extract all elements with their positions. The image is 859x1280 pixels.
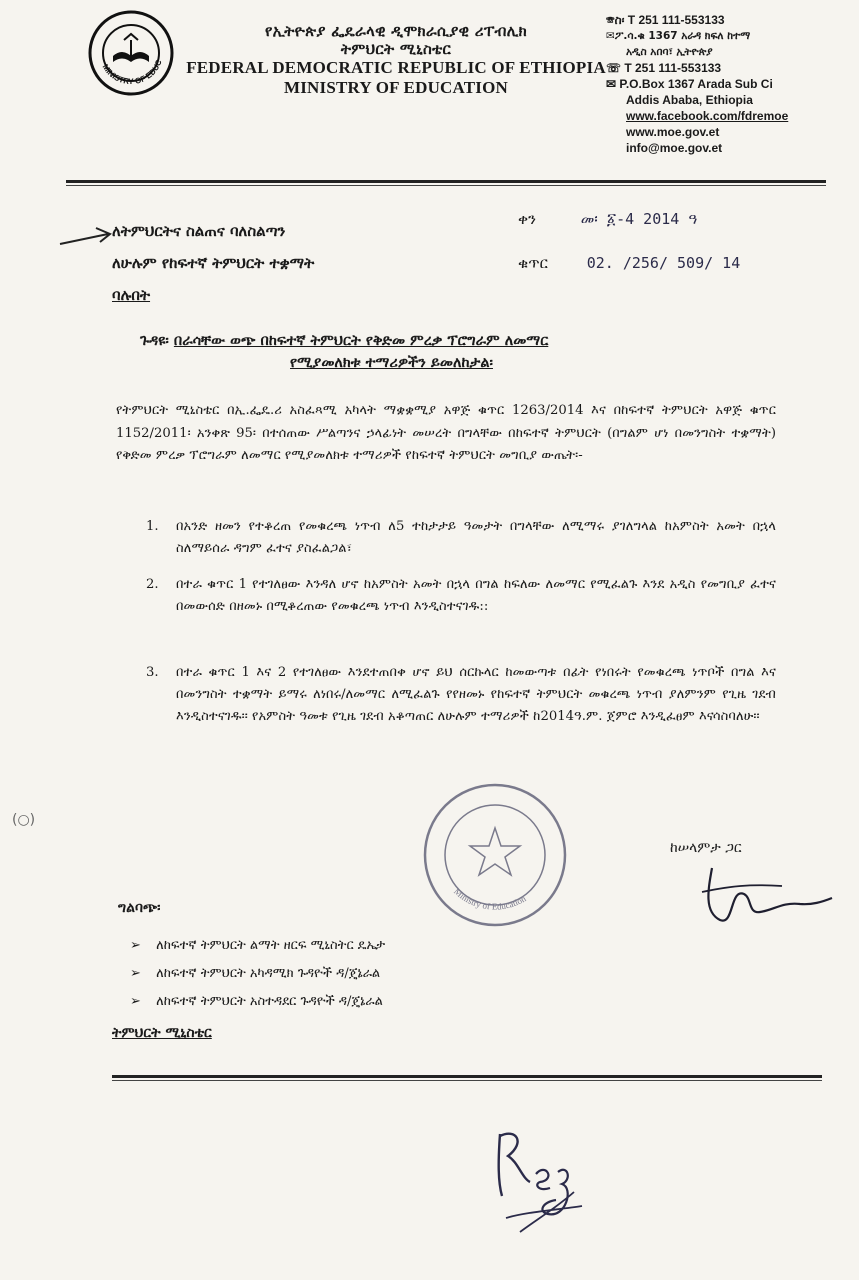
subject — [140, 330, 780, 374]
contact-block — [606, 12, 854, 156]
ministry-logo — [88, 10, 174, 96]
body-intro: የትምህርት ሚኒስቴር በኢ.ፌዴ.ሪ አስፈጻሚ አካላት ማቋቋሚያ አዋጅ ቁጥር 1263/2014 እና በከፍተኛ ትምህርት አዋጅ ቁጥር 1152/2011፡ አንቀጽ 95፡ በተሰጠው ሥልጣንና ኃላፊነት መሠረት በግላቸው በከፍተኛ ትምህርት (በግልም ሆነ በመንግስት ተቋማት) የቅድመ ምረቃ ፕሮግራም ለመማር የሚያመለክቱ ተማሪዎች የከፍተኛ ትምህርት መግቢያ ውጤት፡- — [116, 403, 776, 463]
contact-tel-en: ☏ T 251 111-553133 — [606, 61, 722, 75]
handwritten-receipt-note — [486, 1122, 586, 1242]
cc-footer: ትምህርት ሚኒስቴር — [112, 1025, 212, 1041]
letterhead-amharic-2: ትምህርት ሚኒስቴር — [340, 40, 452, 58]
list-item-number: 1. — [146, 519, 159, 534]
reference-row — [518, 254, 838, 272]
signature-label: ከሠላምታ ጋር — [670, 840, 742, 856]
logo-text: MINISTRY OF EDUC — [100, 58, 164, 87]
ref-label: ቁጥር — [518, 254, 548, 272]
letterhead-amharic-1: የኢትዮጵያ ፌዴራላዊ ዲሞክራሲያዊ ሪፐብሊክ — [264, 22, 528, 40]
recipient-line-3: ባሉበት — [112, 286, 151, 304]
subject-line-2: የሚያመለክቱ ተማሪዎችን ይመለከታል፡ — [290, 354, 493, 371]
list-item-2 — [146, 574, 776, 618]
official-stamp — [420, 780, 570, 930]
list-item-text: በተራ ቁጥር 1 እና 2 የተገለፀው እንደተጠበቀ ሆኖ ይህ ሰርኩላር ከመውጣቱ በፊት የነበሩት የመቁረጫ ነጥቦች በግል እና በመንግስት ተቋማት ይማሩ ለነበሩ/ለመማር ለሚፈልጉ የየዘመኑ የከፍተኛ ትምህርት መቁረጫ ነጥብ ያለምንም የጊዜ ገደብ እንዲስተናገዱ፡፡ የአምስት ዓመቱ የጊዜ ገደብ አቆጣጠር ለሁሉም ተማሪዎች ከ2014ዓ.ም. ጀምሮ እንዲፈፀም እናሳስባለሁ፡፡ — [176, 665, 776, 724]
contact-facebook-link[interactable]: www.facebook.com/fdremoe — [626, 109, 789, 123]
contact-pobox-am-2: አዲስ አበባ፣ ኢትዮጵያ — [626, 46, 713, 58]
contact-pobox-am-1: ✉ፖ.ሳ.ቁ 1367 አራዳ ክፍለ ከተማ — [606, 30, 751, 42]
date-label: ቀን — [518, 210, 536, 228]
recipient-line-1: ለትምህርትና ስልጠና ባለስልጣን — [112, 222, 286, 240]
subject-label: ጉዳዩ፡ — [140, 332, 169, 349]
cc-title: ግልባጭ፡ — [118, 900, 161, 916]
list-item-1 — [146, 516, 776, 560]
date-value: መ፡ ፩-4 2014 ዓ — [580, 210, 698, 228]
cc-item-2 — [130, 966, 380, 981]
subject-line-1: በራሳቸው ወጭ በከፍተኛ ትምህርት የቅድመ ምረቃ ፕሮግራም ለመማር — [173, 332, 549, 349]
chevron-right-icon: ➢ — [130, 994, 141, 1009]
signature — [690, 862, 840, 932]
letterhead-english-1: FEDERAL DEMOCRATIC REPUBLIC OF ETHIOPIA — [186, 58, 606, 77]
date-row — [518, 210, 838, 228]
contact-pobox-en: ✉ P.O.Box 1367 Arada Sub Ci — [606, 77, 773, 91]
letterhead-english-2: MINISTRY OF EDUCATION — [284, 78, 508, 97]
star-icon — [470, 828, 520, 875]
footer-divider — [112, 1075, 822, 1078]
contact-city-en: Addis Ababa, Ethiopia — [626, 93, 753, 107]
contact-email-link[interactable]: info@moe.gov.et — [626, 141, 723, 155]
list-item-number: 2. — [146, 577, 159, 592]
cc-item-1 — [130, 938, 385, 953]
header-divider — [66, 180, 826, 183]
list-item-3 — [146, 662, 776, 728]
letterhead — [186, 22, 606, 98]
contact-tel-am: ☏ስ፡ T 251 111-553133 — [606, 13, 725, 27]
cc-item-text: ለከፍተኛ ትምህርት ልማት ዘርፍ ሚኒስትር ዴኤታ — [156, 938, 386, 953]
list-item-text: በተራ ቁጥር 1 የተገለፀው እንዳለ ሆኖ ከአምስት አመት በኋላ በግል ከፍለው ለመማር የሚፈልጉ እንደ አዲስ የመግቢያ ፈተና በመውሰድ በዘመኑ በሚቆረጠው የመቁረጫ ነጥብ እንዲስተናገዱ:: — [176, 577, 776, 614]
recipient-line-2: ለሁሉም የከፍተኛ ትምህርት ተቋማት — [112, 254, 315, 272]
header-divider-thin — [66, 185, 826, 186]
svg-text:MINISTRY OF EDUCATION — [88, 10, 164, 86]
chevron-right-icon: ➢ — [130, 938, 141, 953]
svg-text:Ministry of Education — [452, 886, 528, 911]
cc-item-text: ለከፍተኛ ትምህርት አካዳሚክ ጉዳዮች ዳ/ጄኔራል — [156, 966, 381, 981]
stamp-text: Ministry of Education — [452, 886, 528, 912]
arrow-mark-icon — [58, 226, 116, 250]
ref-value: 02. /256/ 509/ 14 — [586, 254, 741, 272]
cc-item-text: ለከፍተኛ ትምህርት አስተዳደር ጉዳዮች ዳ/ጄኔራል — [156, 994, 383, 1009]
footer-divider-thin — [112, 1080, 822, 1081]
list-item-text: በአንድ ዘመን የተቆረጠ የመቁረጫ ነጥብ ለ5 ተከታታይ ዓመታት በግላቸው ለሚማሩ ያገለግላል ከአምስት አመት በኋላ ስለማይሰራ ዳግም ፈተና ያስፈልጋል፣ — [176, 519, 776, 556]
list-item-number: 3. — [146, 665, 159, 680]
cc-item-3 — [130, 994, 383, 1009]
punch-hole-mark: (○) — [12, 812, 36, 828]
chevron-right-icon: ➢ — [130, 966, 141, 981]
contact-website-link[interactable]: www.moe.gov.et — [626, 125, 720, 139]
